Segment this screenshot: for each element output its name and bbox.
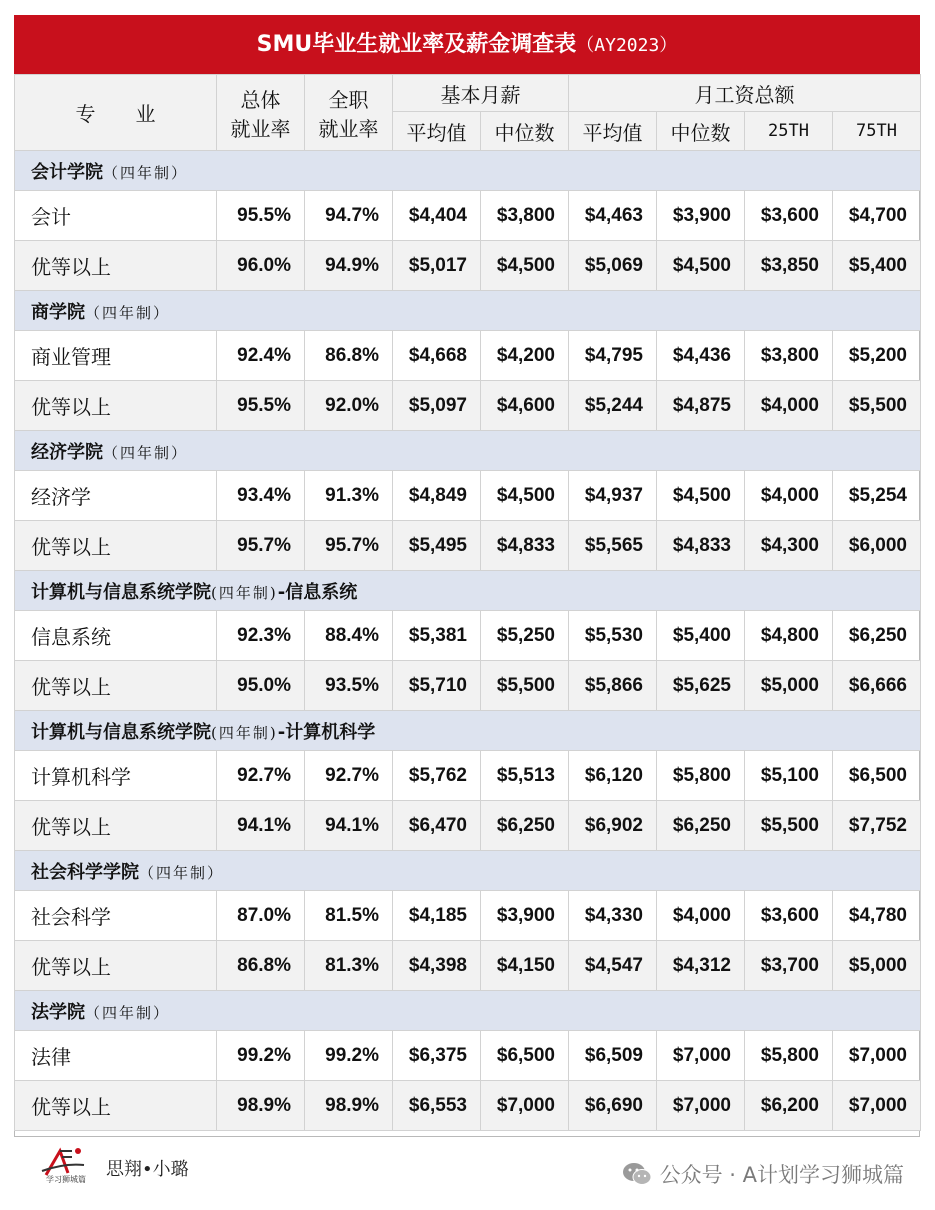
cell-gross-p25: $5,100 — [745, 751, 833, 801]
page-title — [14, 15, 920, 74]
cell-basic-mean: $6,375 — [393, 1031, 481, 1081]
school-track: -计算机科学 — [277, 721, 376, 743]
cell-basic-median: $3,900 — [481, 891, 569, 941]
cell-gross-median: $4,436 — [657, 331, 745, 381]
cell-basic-mean: $5,097 — [393, 381, 481, 431]
cell-fulltime-rate: 81.5% — [305, 891, 393, 941]
table-row — [15, 191, 921, 241]
cell-overall-rate: 92.7% — [217, 751, 305, 801]
table-row — [15, 1081, 921, 1131]
cell-basic-mean: $5,017 — [393, 241, 481, 291]
cell-fulltime-rate: 99.2% — [305, 1031, 393, 1081]
cell-basic-median: $3,800 — [481, 191, 569, 241]
major-name: 优等以上 — [15, 801, 217, 851]
cell-gross-p75: $5,200 — [833, 331, 921, 381]
cell-basic-median: $5,250 — [481, 611, 569, 661]
major-name: 社会科学 — [15, 891, 217, 941]
header-fulltime-rate: 全职 就业率 — [305, 75, 393, 151]
cell-gross-median: $7,000 — [657, 1031, 745, 1081]
cell-gross-p25: $5,000 — [745, 661, 833, 711]
cell-fulltime-rate: 88.4% — [305, 611, 393, 661]
table-row — [15, 521, 921, 571]
cell-gross-mean: $5,530 — [569, 611, 657, 661]
cell-gross-mean: $4,547 — [569, 941, 657, 991]
cell-basic-mean: $4,668 — [393, 331, 481, 381]
major-name: 优等以上 — [15, 381, 217, 431]
cell-gross-p75: $6,250 — [833, 611, 921, 661]
section-row — [15, 851, 921, 891]
section-title — [15, 291, 921, 331]
table-row — [15, 381, 921, 431]
cell-gross-p25: $3,600 — [745, 891, 833, 941]
school-name: 社会科学学院 — [31, 861, 139, 883]
cell-basic-mean: $5,381 — [393, 611, 481, 661]
cell-basic-median: $7,000 — [481, 1081, 569, 1131]
cell-gross-p75: $7,000 — [833, 1031, 921, 1081]
header-gross-mean: 平均值 — [569, 112, 657, 151]
program-duration: （四年制） — [85, 1003, 171, 1022]
cell-overall-rate: 92.4% — [217, 331, 305, 381]
cell-basic-mean: $4,398 — [393, 941, 481, 991]
cell-basic-mean: $5,762 — [393, 751, 481, 801]
major-name: 优等以上 — [15, 941, 217, 991]
cell-basic-median: $4,150 — [481, 941, 569, 991]
section-title — [15, 431, 921, 471]
cell-basic-median: $4,200 — [481, 331, 569, 381]
cell-gross-p75: $7,000 — [833, 1081, 921, 1131]
cell-overall-rate: 95.5% — [217, 381, 305, 431]
table-row — [15, 661, 921, 711]
cell-gross-mean: $5,866 — [569, 661, 657, 711]
cell-overall-rate: 95.7% — [217, 521, 305, 571]
footer — [14, 1137, 920, 1197]
program-duration: (四年制) — [211, 583, 278, 602]
major-name: 会计 — [15, 191, 217, 241]
cell-gross-p75: $4,700 — [833, 191, 921, 241]
section-row — [15, 291, 921, 331]
table-body — [15, 151, 921, 1131]
cell-gross-median: $4,833 — [657, 521, 745, 571]
program-duration: (四年制) — [211, 723, 278, 742]
section-title — [15, 851, 921, 891]
school-track: -信息系统 — [277, 581, 358, 603]
header-basic-mean: 平均值 — [393, 112, 481, 151]
cell-gross-mean: $6,690 — [569, 1081, 657, 1131]
title-suffix: （AY2023） — [576, 35, 678, 56]
cell-overall-rate: 92.3% — [217, 611, 305, 661]
cell-basic-mean: $5,495 — [393, 521, 481, 571]
program-duration: （四年制） — [139, 863, 225, 882]
cell-gross-mean: $4,937 — [569, 471, 657, 521]
header-p25: 25TH — [745, 112, 833, 151]
cell-gross-mean: $6,120 — [569, 751, 657, 801]
header-row-1 — [15, 75, 921, 112]
cell-fulltime-rate: 92.0% — [305, 381, 393, 431]
cell-gross-p25: $4,000 — [745, 471, 833, 521]
table-row — [15, 801, 921, 851]
cell-gross-mean: $4,795 — [569, 331, 657, 381]
cell-gross-median: $4,000 — [657, 891, 745, 941]
table-row — [15, 941, 921, 991]
header-major: 专 业 — [15, 75, 217, 151]
major-name: 优等以上 — [15, 241, 217, 291]
cell-basic-median: $4,600 — [481, 381, 569, 431]
cell-basic-mean: $4,404 — [393, 191, 481, 241]
cell-fulltime-rate: 94.9% — [305, 241, 393, 291]
cell-gross-mean: $6,509 — [569, 1031, 657, 1081]
cell-gross-p25: $3,800 — [745, 331, 833, 381]
cell-basic-median: $4,500 — [481, 471, 569, 521]
cell-fulltime-rate: 95.7% — [305, 521, 393, 571]
cell-gross-median: $7,000 — [657, 1081, 745, 1131]
school-name: 会计学院 — [31, 161, 103, 183]
cell-gross-p25: $3,700 — [745, 941, 833, 991]
cell-fulltime-rate: 93.5% — [305, 661, 393, 711]
school-name: 计算机与信息系统学院 — [31, 581, 211, 603]
cell-gross-p75: $6,500 — [833, 751, 921, 801]
section-row — [15, 571, 921, 611]
wechat-account — [622, 1159, 904, 1189]
cell-basic-median: $4,500 — [481, 241, 569, 291]
cell-gross-p75: $5,000 — [833, 941, 921, 991]
cell-gross-p75: $6,000 — [833, 521, 921, 571]
section-title — [15, 711, 921, 751]
title-main: SMU毕业生就业率及薪金调查表 — [256, 32, 577, 57]
wechat-label: 公众号 · A计划学习狮城篇 — [659, 1163, 904, 1187]
cell-basic-mean: $4,185 — [393, 891, 481, 941]
cell-gross-p75: $6,666 — [833, 661, 921, 711]
section-row — [15, 431, 921, 471]
cell-gross-p25: $6,200 — [745, 1081, 833, 1131]
cell-basic-median: $5,513 — [481, 751, 569, 801]
cell-basic-median: $6,500 — [481, 1031, 569, 1081]
school-name: 商学院 — [31, 301, 85, 323]
cell-basic-median: $4,833 — [481, 521, 569, 571]
cell-gross-p25: $3,850 — [745, 241, 833, 291]
table-row — [15, 751, 921, 801]
cell-gross-p75: $7,752 — [833, 801, 921, 851]
cell-gross-p25: $4,800 — [745, 611, 833, 661]
cell-fulltime-rate: 92.7% — [305, 751, 393, 801]
cell-fulltime-rate: 86.8% — [305, 331, 393, 381]
major-name: 优等以上 — [15, 1081, 217, 1131]
cell-gross-p25: $4,300 — [745, 521, 833, 571]
school-name: 计算机与信息系统学院 — [31, 721, 211, 743]
cell-gross-median: $4,500 — [657, 471, 745, 521]
section-row — [15, 991, 921, 1031]
logo-text: 学习狮城篇 — [46, 1175, 86, 1184]
cell-overall-rate: 98.9% — [217, 1081, 305, 1131]
cell-overall-rate: 96.0% — [217, 241, 305, 291]
program-duration: （四年制） — [103, 163, 189, 182]
table-row — [15, 331, 921, 381]
cell-fulltime-rate: 91.3% — [305, 471, 393, 521]
table-row — [15, 891, 921, 941]
cell-gross-p75: $4,780 — [833, 891, 921, 941]
cell-overall-rate: 86.8% — [217, 941, 305, 991]
cell-fulltime-rate: 94.1% — [305, 801, 393, 851]
cell-gross-p75: $5,254 — [833, 471, 921, 521]
header-basic-median: 中位数 — [481, 112, 569, 151]
section-title — [15, 991, 921, 1031]
author-name: 思翔•小璐 — [106, 1159, 189, 1180]
cell-fulltime-rate: 94.7% — [305, 191, 393, 241]
major-name: 法律 — [15, 1031, 217, 1081]
cell-gross-p75: $5,500 — [833, 381, 921, 431]
cell-gross-median: $5,625 — [657, 661, 745, 711]
school-name: 经济学院 — [31, 441, 103, 463]
table-row — [15, 471, 921, 521]
cell-fulltime-rate: 81.3% — [305, 941, 393, 991]
cell-gross-median: $4,500 — [657, 241, 745, 291]
major-name: 经济学 — [15, 471, 217, 521]
cell-basic-median: $6,250 — [481, 801, 569, 851]
cell-overall-rate: 87.0% — [217, 891, 305, 941]
cell-gross-mean: $5,565 — [569, 521, 657, 571]
cell-overall-rate: 95.5% — [217, 191, 305, 241]
cell-overall-rate: 95.0% — [217, 661, 305, 711]
cell-gross-median: $3,900 — [657, 191, 745, 241]
major-name: 优等以上 — [15, 521, 217, 571]
header-gross-median: 中位数 — [657, 112, 745, 151]
major-name: 信息系统 — [15, 611, 217, 661]
cell-overall-rate: 99.2% — [217, 1031, 305, 1081]
table-row — [15, 611, 921, 661]
section-row — [15, 711, 921, 751]
cell-gross-mean: $6,902 — [569, 801, 657, 851]
header-basic-salary: 基本月薪 — [393, 75, 569, 112]
cell-gross-p25: $4,000 — [745, 381, 833, 431]
table-row — [15, 1031, 921, 1081]
cell-gross-p25: $5,500 — [745, 801, 833, 851]
cell-gross-median: $5,400 — [657, 611, 745, 661]
cell-gross-median: $4,875 — [657, 381, 745, 431]
cell-basic-mean: $6,470 — [393, 801, 481, 851]
cell-gross-mean: $4,463 — [569, 191, 657, 241]
cell-basic-mean: $5,710 — [393, 661, 481, 711]
cell-overall-rate: 93.4% — [217, 471, 305, 521]
header-p75: 75TH — [833, 112, 921, 151]
cell-basic-mean: $6,553 — [393, 1081, 481, 1131]
cell-basic-mean: $4,849 — [393, 471, 481, 521]
header-overall-rate: 总体 就业率 — [217, 75, 305, 151]
cell-gross-mean: $5,069 — [569, 241, 657, 291]
cell-gross-p25: $5,800 — [745, 1031, 833, 1081]
section-title — [15, 571, 921, 611]
major-name: 计算机科学 — [15, 751, 217, 801]
cell-gross-median: $4,312 — [657, 941, 745, 991]
header-gross-salary: 月工资总额 — [569, 75, 921, 112]
table-row — [15, 241, 921, 291]
major-name: 优等以上 — [15, 661, 217, 711]
section-title — [15, 151, 921, 191]
cell-gross-median: $6,250 — [657, 801, 745, 851]
school-name: 法学院 — [31, 1001, 85, 1023]
major-name: 商业管理 — [15, 331, 217, 381]
section-row — [15, 151, 921, 191]
program-duration: （四年制） — [103, 443, 189, 462]
cell-fulltime-rate: 98.9% — [305, 1081, 393, 1131]
cell-gross-mean: $4,330 — [569, 891, 657, 941]
cell-gross-mean: $5,244 — [569, 381, 657, 431]
cell-gross-median: $5,800 — [657, 751, 745, 801]
program-duration: （四年制） — [85, 303, 171, 322]
salary-table — [14, 74, 921, 1131]
wechat-icon — [622, 1162, 652, 1186]
cell-gross-p25: $3,600 — [745, 191, 833, 241]
cell-basic-median: $5,500 — [481, 661, 569, 711]
cell-overall-rate: 94.1% — [217, 801, 305, 851]
cell-gross-p75: $5,400 — [833, 241, 921, 291]
